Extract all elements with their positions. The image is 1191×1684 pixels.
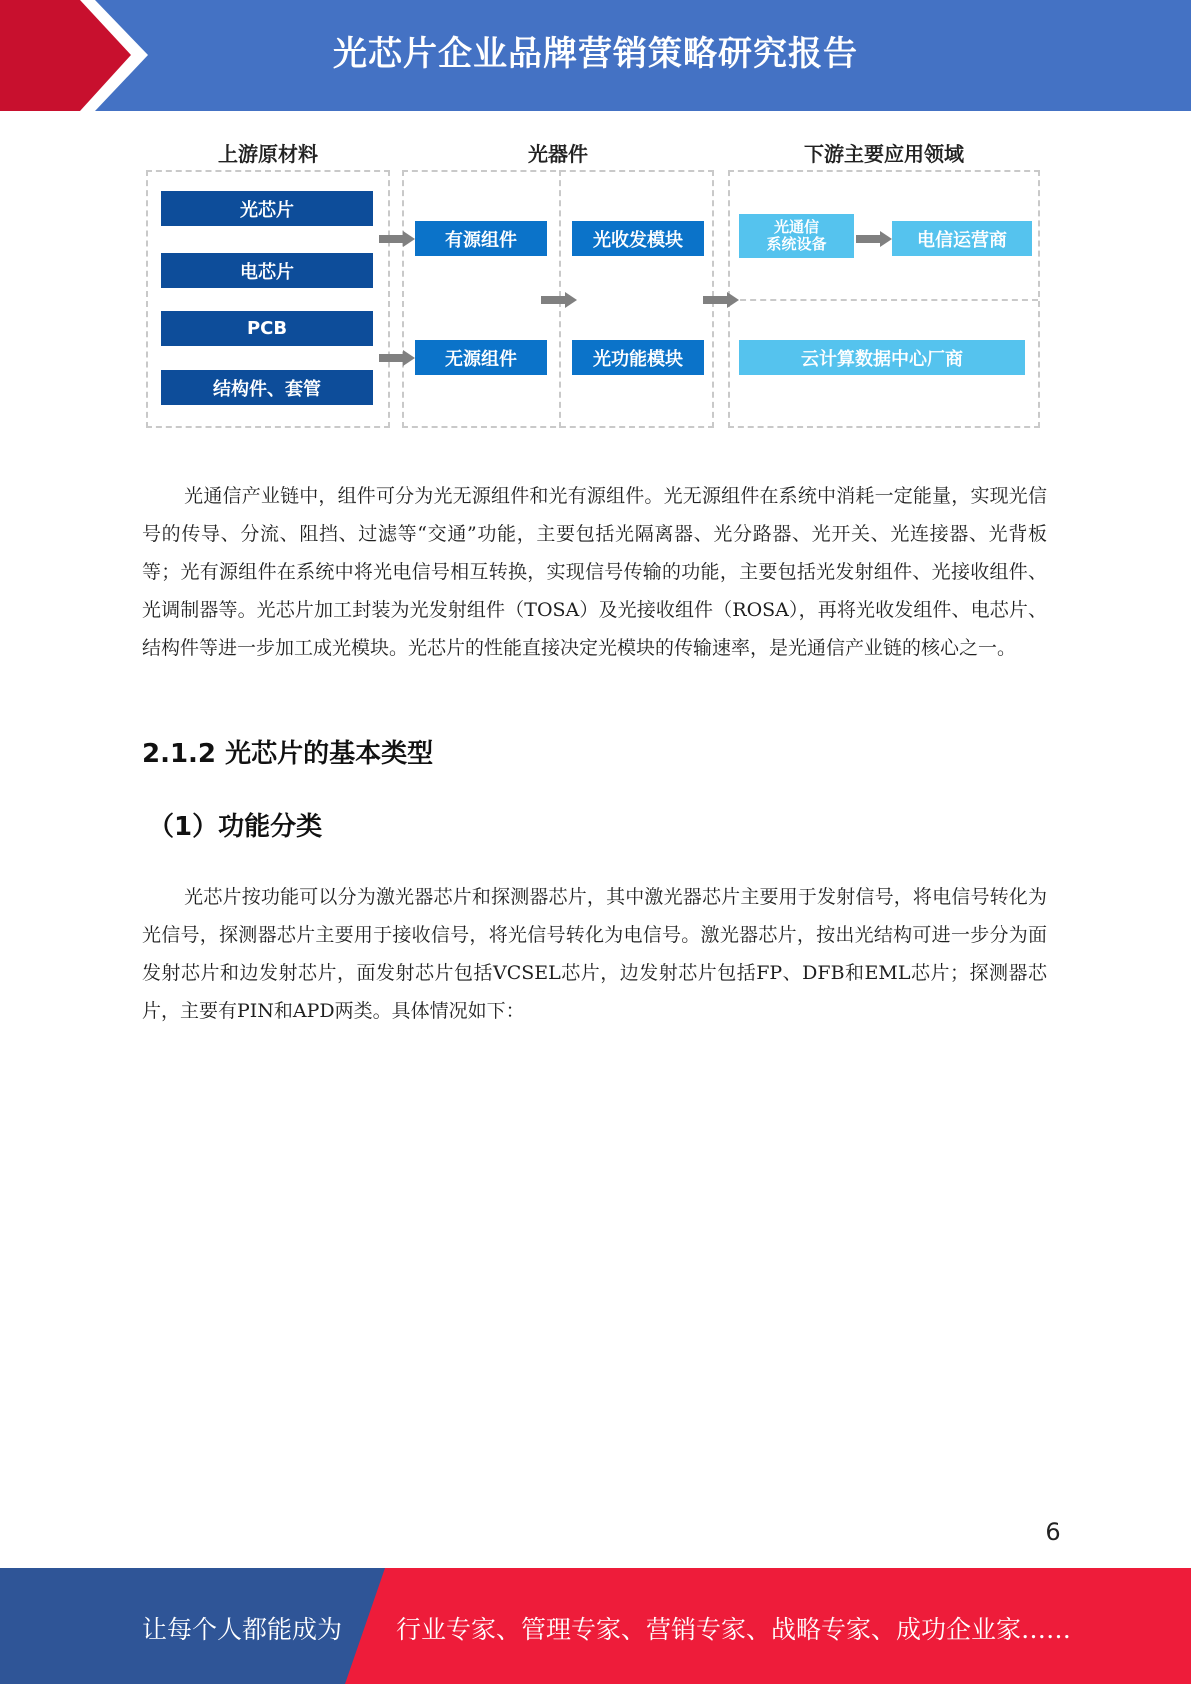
- arrow-right-icon: [856, 231, 892, 247]
- arrow-right-icon: [379, 350, 415, 366]
- box-passive-component: 无源组件: [415, 340, 547, 375]
- box-optical-chip: 光芯片: [161, 191, 373, 226]
- industry-chain-diagram: [0, 0, 1191, 440]
- arrow-right-icon: [703, 292, 739, 308]
- box-electrical-chip: 电芯片: [161, 253, 373, 288]
- subsection-heading: （1）功能分类: [148, 812, 323, 842]
- box-functional-module: 光功能模块: [572, 340, 704, 375]
- column-title-devices: 光器件: [528, 142, 588, 166]
- box-transceiver-module: 光收发模块: [572, 221, 704, 256]
- section-heading: 2.1.2 光芯片的基本类型: [142, 739, 434, 769]
- arrow-right-icon: [541, 292, 577, 308]
- report-title: 光芯片企业品牌营销策略研究报告: [333, 34, 858, 74]
- equipment-label-line2: 系统设备: [766, 235, 827, 253]
- footer-slogan-right: 行业专家、管理专家、营销专家、战略专家、成功企业家……: [396, 1615, 1072, 1644]
- paragraph-2-text: 光芯片按功能可以分为激光器芯片和探测器芯片，其中激光器芯片主要用于发射信号，将电信号转化为光信号，探测器芯片主要用于接收信号，将光信号转化为电信号。激光器芯片，按出光结构可进一步分为面发射芯片和边发射芯片，面发射芯片包括VCSEL芯片，边发射芯片包括FP、DFB和EML芯片；探测器芯片，主要有PIN和APD两类。具体情况如下：: [142, 886, 1047, 1022]
- panel-downstream-divider: [730, 299, 1038, 301]
- column-title-downstream: 下游主要应用领域: [804, 142, 964, 166]
- body-paragraph-1: [142, 477, 1047, 667]
- box-active-component: 有源组件: [415, 221, 547, 256]
- box-cloud-datacenter: 云计算数据中心厂商: [739, 340, 1025, 375]
- footer-slogan-left: 让每个人都能成为: [142, 1615, 343, 1644]
- arrow-right-icon: [379, 231, 415, 247]
- page-number: 6: [1045, 1518, 1061, 1546]
- body-paragraph-2: [142, 878, 1047, 1030]
- box-optical-comm-equipment: [739, 214, 854, 258]
- equipment-label-line1: 光通信: [773, 218, 819, 236]
- column-title-upstream: 上游原材料: [218, 142, 318, 166]
- box-telecom-operator: 电信运营商: [892, 221, 1032, 256]
- paragraph-1-text: 光通信产业链中，组件可分为光无源组件和光有源组件。光无源组件在系统中消耗一定能量，实现光信号的传导、分流、阻挡、过滤等“交通”功能，主要包括光隔离器、光分路器、光开关、光连接器、光背板等；光有源组件在系统中将光电信号相互转换，实现信号传输的功能，主要包括光发射组件、光接收组件、光调制器等。光芯片加工封装为光发射组件（TOSA）及光接收组件（ROSA），再将光收发组件、电芯片、结构件等进一步加工成光模块。光芯片的性能直接决定光模块的传输速率，是光通信产业链的核心之一。: [142, 485, 1047, 659]
- box-pcb: PCB: [161, 311, 373, 346]
- box-structural-parts: 结构件、套管: [161, 370, 373, 405]
